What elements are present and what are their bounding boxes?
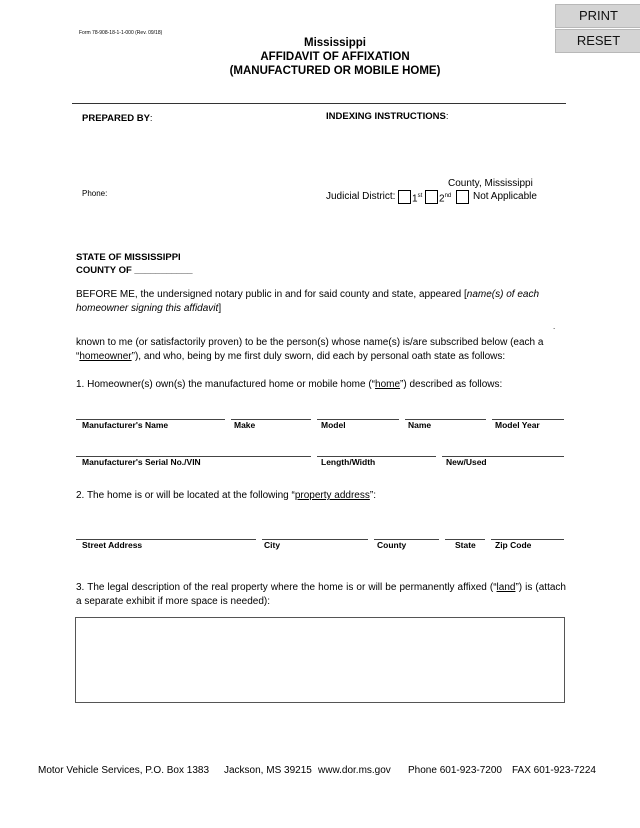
footer-agency: Motor Vehicle Services, P.O. Box 1383 [38,765,210,776]
not-applicable-checkbox[interactable] [456,190,469,204]
county-of-line: COUNTY OF ___________ [76,265,193,276]
before-me-paragraph: BEFORE ME, the undersigned notary public in and for said county and state, appeared [name(s) of each homeowner signing this affidavit] [76,289,540,314]
county-label: County [377,540,407,550]
new-used-label: New/Used [446,457,487,467]
header-divider [72,103,566,104]
zip-code-label: Zip Code [495,540,532,550]
district-2nd-label: 2nd [439,193,452,205]
state-of-mississippi: STATE OF MISSISSIPPI [76,252,181,263]
name-label: Name [408,420,432,430]
county-mississippi-label: County, Mississippi [448,178,533,189]
street-address-label: Street Address [82,540,143,550]
phone-label: Phone: [82,189,108,198]
footer-city: Jackson, MS 39215 [224,765,312,776]
form-number: Form 78-908-18-1-1-000 (Rev. 09/18) [79,30,163,36]
known-paragraph: known to me (or satisfactorily proven) to be the person(s) whose name(s) is/are subscribed below (each a “homeowner”), and who, being by me first duly sworn, did each by personal oath state as follows: [76,337,544,362]
item-3-text: 3. The legal description of the real property where the home is or will be permanently affixed (“land”) is (attach a separate exhibit if more space is needed): [76,582,566,607]
make-label: Make [234,420,256,430]
footer-phone: Phone 601-923-7200 [408,765,502,776]
legal-description-textarea[interactable] [75,617,565,703]
model-label: Model [321,420,346,430]
model-year-label: Model Year [495,420,540,430]
print-button[interactable]: PRINT [555,4,640,28]
not-applicable-label: Not Applicable [473,191,537,202]
footer-website: www.dor.ms.gov [318,765,391,776]
district-1st-checkbox[interactable] [398,190,411,204]
item-2-text: 2. The home is or will be located at the following “property address”: [76,490,376,501]
indexing-instructions-label: INDEXING INSTRUCTIONS: [326,111,449,122]
district-2nd-checkbox[interactable] [425,190,438,204]
footer-fax: FAX 601-923-7224 [512,765,596,776]
state-label: State [455,540,476,550]
serial-vin-label: Manufacturer's Serial No./VIN [82,457,201,467]
item-1-text: 1. Homeowner(s) own(s) the manufactured home or mobile home (“home”) described as follows: [76,379,503,390]
prepared-by-label: PREPARED BY: [82,113,153,124]
reset-button[interactable]: RESET [555,29,640,53]
title-affidavit: AFFIDAVIT OF AFFIXATION [260,51,410,63]
judicial-district-label: Judicial District: [326,191,396,202]
length-width-label: Length/Width [321,457,376,467]
district-1st-label: 1st [412,193,423,205]
title-state: Mississippi [304,37,366,49]
before-me-dot: . [553,322,556,331]
title-subtitle: (MANUFACTURED OR MOBILE HOME) [229,65,441,77]
manufacturer-name-label: Manufacturer's Name [82,420,169,430]
city-label: City [264,540,281,550]
